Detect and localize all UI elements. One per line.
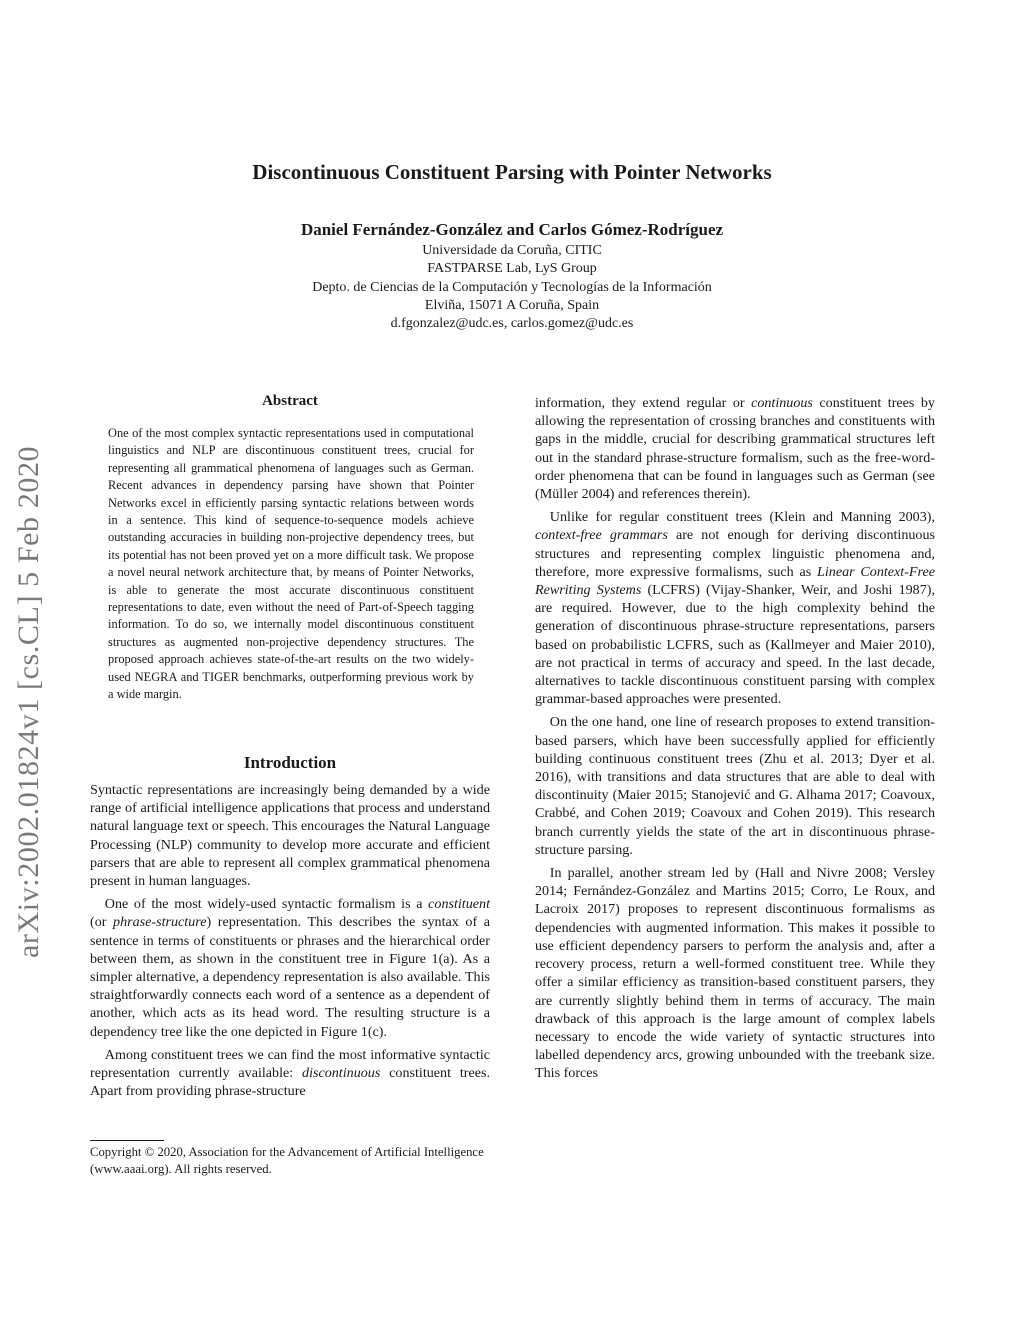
emphasis: constituent — [428, 896, 490, 913]
author-emails: d.fgonzalez@udc.es, carlos.gomez@udc.es — [390, 316, 634, 332]
affiliation-block — [0, 242, 1024, 333]
text-run: constituent trees by allowing the representation of crossing branches and constituents with gaps in the middle, crucial for describing grammatical structures left out in the standard phrase-structure formalism, such as the free-word-order phenomena that can be found in languages such as German (see (Müller 2004) and references therein). — [535, 395, 935, 503]
text-run: are not enough for deriving discontinuous structures and representing complex linguistic phenomena and, therefore, more expressive formalisms, such as — [535, 527, 936, 580]
paper-title: Discontinuous Constituent Parsing with Pointer Networks — [252, 160, 772, 184]
paragraph: In parallel, another stream led by (Hall and Nivre 2008; Versley 2014; Fernández-González and Martins 2015; Corro, Le Roux, and Lacroix 2017) proposes to represent discontinuous formalisms as dependencies with augmented information. This makes it possible to use efficient dependency parsers to perform the analysis and, after a recovery process, return a well-formed constituent tree. While they offer a similar efficiency as transition-based constituent parsers, they are currently slightly behind them in terms of accuracy. The main drawback of this approach is the large amount of complex labels necessary to encode the wide variety of syntactic structures into labelled dependency arcs, growing unbounded with the treebank size. This forces — [535, 865, 935, 1082]
emphasis: discontinuous — [302, 1065, 381, 1082]
author-list: Daniel Fernández-González and Carlos Gómez-Rodríguez — [300, 220, 724, 239]
footnote-rule — [90, 1140, 164, 1141]
copyright-footnote: Copyright © 2020, Association for the Advancement of Artificial Intelligence (www.aaai.org). All rights reserved. — [90, 1145, 484, 1177]
emphasis: Linear Context-Free Rewriting Systems — [535, 563, 935, 599]
paragraph: On the one hand, one line of research proposes to extend transition-based parsers, which have been successfully applied for efficiently building continuous constituent trees (Zhu et al. 2013; Dyer et al. 2016), with transitions and data structures that are able to deal with discontinuity (Maier 2015; Stanojević and G. Alhama 2017; Coavoux, Crabbé, and Cohen 2019; Coavoux and Cohen 2019). This research branch currently yields the state of the art in discontinuous phrase-structure parsing. — [535, 714, 935, 858]
affiliation-line: Depto. de Ciencias de la Computación y Tecnologías de la Información — [312, 279, 712, 295]
right-column-body — [535, 394, 935, 1088]
emphasis: continuous — [751, 395, 813, 411]
emphasis: context-free grammars — [535, 527, 668, 544]
paragraph: Syntactic representations are increasingly being demanded by a wide range of artificial intelligence applications that process and understand natural language text or speech. This encourages the Natural Language Processing (NLP) community to develop more accurate and efficient parsers that are able to represent all complex grammatical phenomena present in human languages. — [90, 782, 490, 890]
text-run: information, they extend regular or — [535, 395, 752, 411]
arxiv-identifier: arXiv:2002.01824v1 [cs.CL] 5 Feb 2020 — [12, 445, 45, 958]
text-run: (or — [90, 914, 114, 931]
affiliation-line: FASTPARSE Lab, LyS Group — [427, 261, 597, 277]
affiliation-line: Universidade da Coruña, CITIC — [422, 243, 602, 258]
paragraph — [535, 508, 935, 708]
emphasis: phrase-structure — [113, 914, 207, 931]
text-run: Unlike for regular constituent trees (Klein and Manning 2003), — [549, 509, 935, 526]
text-run: One of the most widely-used syntactic formalism is a — [104, 896, 429, 913]
text-run: ) representation. This describes the syntax of a sentence in terms of constituents or phrases and the hierarchical order between them, as shown in the constituent tree in Figure 1(a). As a simpler alternative, a dependency representation is also available. This straightforwardly connects each word of a sentence as a dependent of another, which acts as its head word. The resulting structure is a dependency tree like the one depicted in Figure 1(c). — [90, 914, 490, 1040]
abstract-text: One of the most complex syntactic representations used in computational linguistics and NLP are discontinuous constituent trees, crucial for representing all grammatical phenomena of languages such as German. Recent advances in dependency parsing have shown that Pointer Networks excel in efficiently parsing syntactic relations between words in a sentence. This kind of sequence-to-sequence models achieve outstanding accuracies in building non-projective dependency trees, but its potential has not been proved yet on a more difficult task. We propose a novel neural network architecture that, by means of Pointer Networks, is able to generate the most accurate discontinuous constituent representations to date, even without the need of Part-of-Speech tagging information. To do so, we internally model discontinuous constituent structures as augmented non-projective dependency structures. The proposed approach achieves state-of-the-art results on the two widely-used NEGRA and TIGER benchmarks, outperforming previous work by a wide margin. — [108, 426, 474, 702]
abstract-heading: Abstract — [262, 393, 318, 409]
paragraph — [535, 394, 935, 503]
text-run: Among constituent trees we can find the most informative syntactic representation currently available: — [90, 1046, 490, 1082]
paragraph — [90, 1046, 490, 1101]
affiliation-line: Elviña, 15071 A Coruña, Spain — [424, 297, 600, 313]
paragraph — [90, 895, 490, 1041]
text-run: (LCFRS) (Vijay-Shanker, Weir, and Joshi 1987), are required. However, due to the high complexity behind the generation of discontinuous phrase-structure representations, parsers based on probabilistic LCFRS, such as (Kallmeyer and Maier 2010), are not practical in terms of accuracy and speed. In the last decade, alternatives to tackle discontinuous constituent parsing with complex grammar-based approaches were presented. — [535, 582, 935, 708]
left-column-body — [90, 781, 490, 1105]
introduction-heading: Introduction — [243, 753, 337, 772]
text-run: constituent trees. Apart from providing phrase-structure — [90, 1065, 490, 1100]
